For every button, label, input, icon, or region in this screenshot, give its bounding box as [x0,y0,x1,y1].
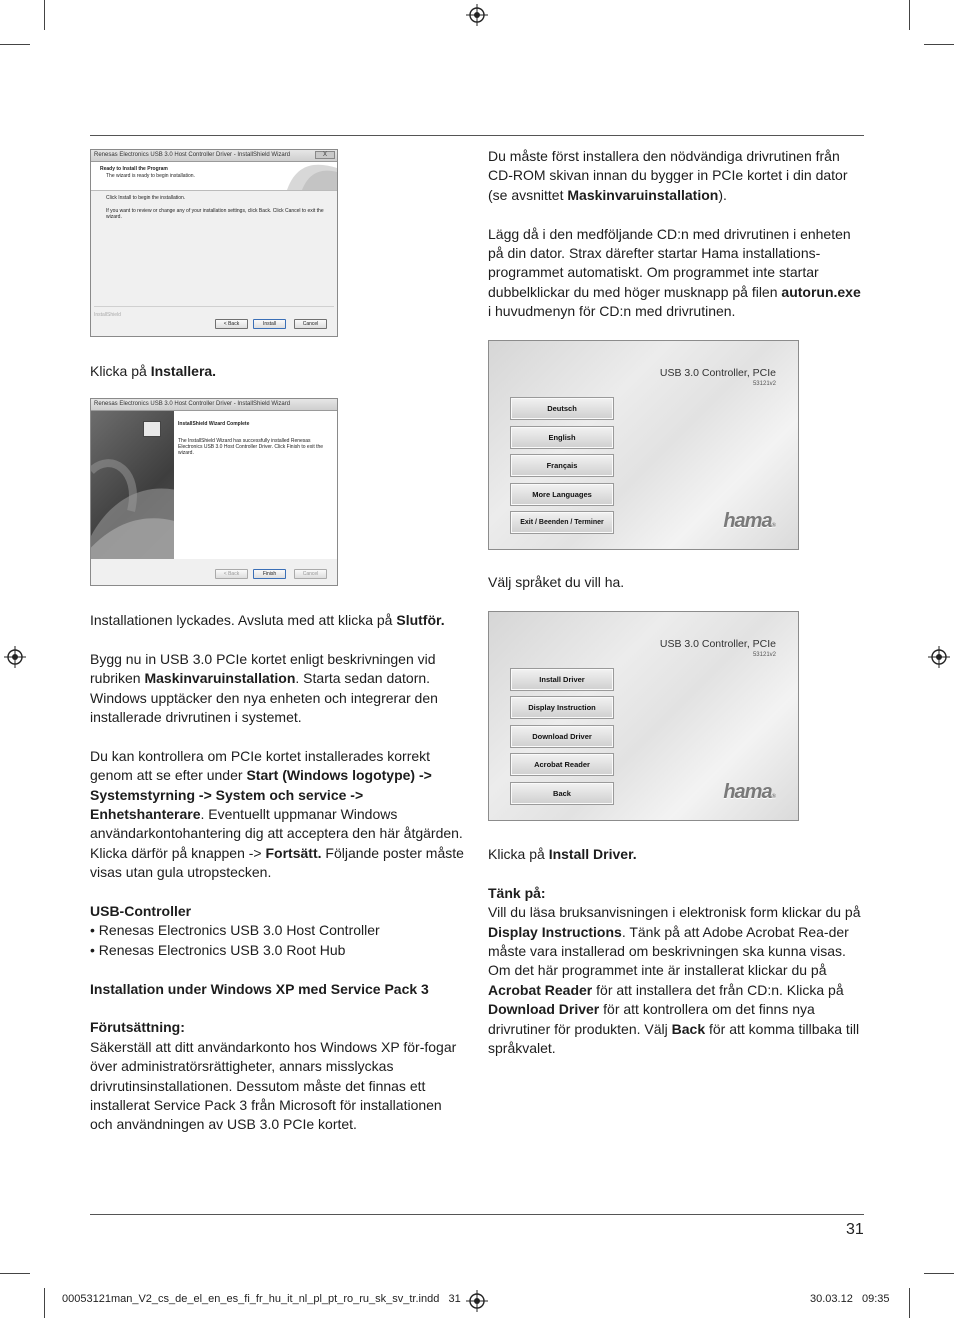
dialog-heading: InstallShield Wizard Complete [178,421,250,427]
dialog-subheading: The wizard is ready to begin installation. [106,173,195,179]
panel-title: USB 3.0 Controller, PCIe [659,638,776,650]
footer-timestamp: 30.03.12 09:35 [810,1293,890,1305]
header-rule [90,135,864,136]
more-languages-button[interactable]: More Languages [510,483,614,506]
back-button[interactable]: < Back [215,569,248,579]
crop-mark [924,44,954,45]
footer-filename: 00053121man_V2_cs_de_el_en_es_fi_fr_hu_it_nl_pl_pt_ro_ru_sk_sv_tr.indd 31 [62,1293,461,1305]
dialog-content-panel [174,411,338,559]
page-number: 31 [846,1221,864,1238]
registration-mark-icon [4,646,26,668]
cancel-button[interactable]: Cancel [294,569,327,579]
back-button[interactable]: < Back [215,319,248,329]
crop-mark [0,44,30,45]
cancel-button[interactable]: Cancel [294,319,327,329]
paragraph-build-in: Bygg nu in USB 3.0 PCIe kortet enligt beskrivningen vid rubriken Maskinvaruinstallation. Starta sedan datorn. Windows upptäcker den nya enheten och integrerar den installerade drivrutinen i systemet. [90,650,438,726]
crop-mark [44,1288,45,1318]
panel-title: USB 3.0 Controller, PCIe [659,367,776,379]
install-driver-button[interactable]: Install Driver [510,668,614,691]
download-driver-button[interactable]: Download Driver [510,725,614,748]
dialog-line-2: If you want to review or change any of your installation settings, click Back. Click Cancel to exit the wizard. [106,208,324,220]
paragraph-insert-cd: Lägg då i den medföljande CD:n med drivrutinen i enheten på din dator. Strax därefter startar Hama installations-programmet automatiskt. Om programmet inte startar dubbelklickar du med höger musknapp på filen autorun.exe i huvudmenyn för CD:n med drivrutinen. [488,225,861,320]
right-column-instructions [488,845,864,1078]
dialog-title-bar [91,150,337,162]
exit-button[interactable]: Exit / Beenden / Terminer [510,511,614,534]
install-button[interactable]: Install [253,319,286,329]
panel-code: 53121v2 [752,652,776,658]
caption-install-driver: Klicka på Install Driver. [488,846,637,862]
installshield-brand: InstallShield [94,306,334,325]
dialog-title: Renesas Electronics USB 3.0 Host Controller Driver - InstallShield Wizard [94,152,291,158]
dialog-heading: Ready to Install the Program [100,166,168,172]
paragraph-success: Installationen lyckades. Avsluta med att klicka på Slutför. [90,612,445,628]
display-instruction-button[interactable]: Display Instruction [510,696,614,719]
language-button-english[interactable]: English [510,426,614,449]
hama-logo: hama® [723,510,776,532]
acrobat-reader-button[interactable]: Acrobat Reader [510,753,614,776]
close-icon[interactable]: X [315,151,335,159]
dialog-body: The InstallShield Wizard has successfully installed Renesas Electronics USB 3.0 Host Controller Driver. Click Finish to exit the wizard. [178,438,324,456]
crop-mark [924,1273,954,1274]
registration-mark-icon [466,1290,488,1312]
hama-logo: hama® [723,781,776,803]
language-button-deutsch[interactable]: Deutsch [510,397,614,420]
dialog-title-bar [91,399,337,411]
footer-rule [90,1214,864,1215]
registration-mark-icon [928,646,950,668]
computer-icon [143,421,161,437]
finish-button[interactable]: Finish [253,569,286,579]
dialog-header-panel [91,162,337,191]
caption-language: Välj språket du vill ha. [488,574,625,590]
paragraph-requirements: Förutsättning: Säkerställ att ditt användarkonto hos Windows XP för-fogar över administratörsrättigheter, annars misslyckas drivrutinsinstallationen. Dessutom måste det finnas ett installerat Service Pack 3 från Microsoft för installationen och användningen av USB 3.0 PCIe kortet. [90,1019,457,1133]
hama-language-panel [488,340,799,550]
wizard-graphic-icon [277,162,337,190]
panel-code: 53121v2 [752,381,776,387]
swirl-graphic-icon [91,411,174,559]
paragraph-check: Du kan kontrollera om PCIe kortet installerades korrekt genom att se efter under Start (Windows logotype) -> Systemstyrning -> System och service -> Enhetshanterare. Eventuellt uppmanar Windows användarkontohantering dig att acceptera den här åtgärden. Klicka därför på knappen -> Fortsätt. Följande poster måste visas utan gula utropstecken. [90,747,464,881]
paragraph-install-first: Du måste först installera den nödvändiga drivrutinen från CD-ROM skivan innan du bygger in PCIe kortet i din dator (se avsnittet Maskinvaruinstallation). [488,148,848,203]
registration-mark-icon [466,4,488,26]
back-button[interactable]: Back [510,782,614,805]
crop-mark [0,1273,30,1274]
paragraph-tip: Tänk på: Vill du läsa bruksanvisningen i elektronisk form klickar du på Display Instructions. Tänk på att Adobe Acrobat Rea-der måste vara installerad om beskrivningen ska kunna visas. Om det här programmet inte är installerat klickar du på Acrobat Reader för att installera det från CD:n. Klicka på Download Driver för att kontrollera om det finns nya drivrutiner för produkten. Välj Back för att komma tillbaka till språkvalet. [488,884,861,1057]
crop-mark [44,0,45,30]
installshield-complete-dialog [90,398,338,586]
crop-mark [909,0,910,30]
usb-controller-list: USB-Controller • Renesas Electronics USB 3.0 Host Controller • Renesas Electronics USB 3.0 Root Hub [90,903,380,958]
wizard-side-graphic [91,411,174,559]
right-column-intro [488,147,864,341]
dialog-line-1: Click Install to begin the installation. [106,195,186,201]
xp-heading: Installation under Windows XP med Service Pack 3 [90,980,429,997]
left-column-text [90,611,464,1154]
dialog-title: Renesas Electronics USB 3.0 Host Controller Driver - InstallShield Wizard [94,401,291,407]
language-button-francais[interactable]: Français [510,454,614,477]
crop-mark [909,1288,910,1318]
caption-install: Klicka på Installera. [90,363,217,379]
installshield-ready-dialog [90,149,338,337]
hama-driver-panel [488,611,799,821]
